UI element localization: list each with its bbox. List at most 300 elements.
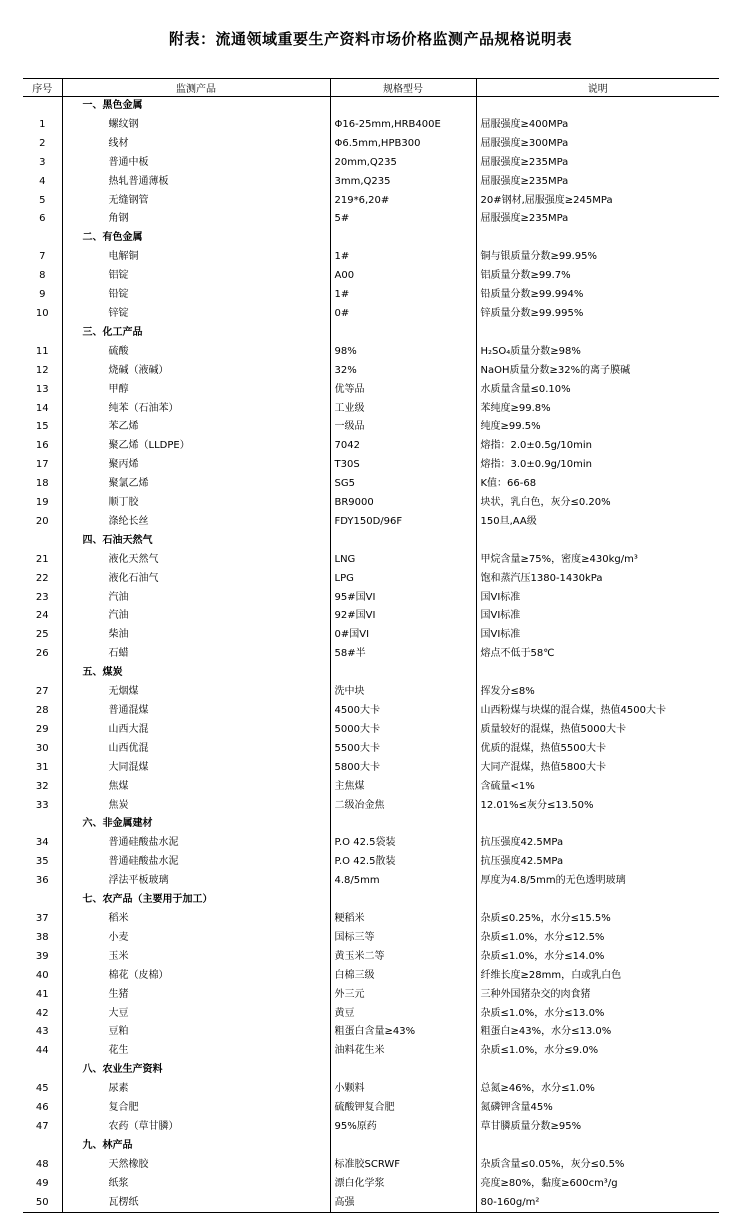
table-row [23, 778, 719, 797]
row-description: 水质量含量≤0.10% [476, 381, 719, 400]
row-index: 11 [35, 345, 49, 357]
row-index: 37 [35, 912, 49, 924]
row-product: 尿素 [62, 1080, 330, 1099]
row-index: 14 [35, 402, 49, 414]
table-row [23, 797, 719, 816]
row-spec: 洗中块 [330, 683, 476, 702]
row-index: 17 [35, 459, 49, 471]
category-index [23, 532, 62, 551]
row-product: 普通中板 [62, 154, 330, 173]
row-product: 铅锭 [62, 286, 330, 305]
row-description: 杂质含量≤0.05%，灰分≤0.5% [476, 1156, 719, 1175]
row-spec: 58#半 [330, 645, 476, 664]
table-row [23, 570, 719, 589]
row-description: 国VI标准 [476, 589, 719, 608]
row-index: 16 [35, 440, 49, 452]
row-spec: 粗蛋白含量≥43% [330, 1023, 476, 1042]
row-product: 螺纹钢 [62, 116, 330, 135]
row-spec: 92#国VI [330, 607, 476, 626]
row-product: 烧碱（液碱） [62, 362, 330, 381]
row-spec: A00 [330, 267, 476, 286]
row-description: 纤维长度≥28mm，白或乳白色 [476, 967, 719, 986]
row-product: 稻米 [62, 910, 330, 929]
row-index: 35 [35, 856, 49, 868]
row-product: 汽油 [62, 607, 330, 626]
row-product: 纸浆 [62, 1175, 330, 1194]
row-product: 豆粕 [62, 1023, 330, 1042]
table-row [23, 116, 719, 135]
row-description: 抗压强度42.5MPa [476, 834, 719, 853]
row-description: 大同产混煤，热值5800大卡 [476, 759, 719, 778]
row-index: 18 [35, 478, 49, 490]
table-row [23, 967, 719, 986]
table-row [23, 1080, 719, 1099]
row-index: 19 [35, 497, 49, 509]
table-row [23, 381, 719, 400]
row-description: 粗蛋白≥43%，水分≤13.0% [476, 1023, 719, 1042]
row-product: 山西大混 [62, 721, 330, 740]
category-index [23, 664, 62, 683]
row-index: 47 [35, 1120, 49, 1132]
row-description: 屈服强度≥235MPa [476, 173, 719, 192]
row-spec: 硫酸钾复合肥 [330, 1099, 476, 1118]
table-row [23, 910, 719, 929]
row-spec: 5800大卡 [330, 759, 476, 778]
row-spec: 98% [330, 343, 476, 362]
table-row [23, 305, 719, 324]
row-index: 36 [35, 875, 49, 887]
category-spacer [330, 891, 476, 910]
row-spec: 1# [330, 286, 476, 305]
category-spacer [330, 1061, 476, 1080]
row-index: 8 [39, 270, 46, 282]
category-spacer [330, 229, 476, 248]
category-spacer [476, 532, 719, 551]
row-spec: LNG [330, 551, 476, 570]
category-spacer [330, 815, 476, 834]
category-row [23, 229, 719, 248]
row-index: 48 [35, 1158, 49, 1170]
row-index: 31 [35, 761, 49, 773]
row-index: 44 [35, 1045, 49, 1057]
category-index [23, 1137, 62, 1156]
category-row [23, 1137, 719, 1156]
table-row [23, 551, 719, 570]
category-label: 三、化工产品 [62, 324, 330, 343]
row-spec: 219*6,20# [330, 192, 476, 211]
category-row [23, 97, 719, 116]
spec-table [23, 78, 719, 1213]
row-product: 普通混煤 [62, 702, 330, 721]
row-product: 焦炭 [62, 797, 330, 816]
row-spec: 5000大卡 [330, 721, 476, 740]
row-spec: SG5 [330, 475, 476, 494]
row-index: 39 [35, 950, 49, 962]
row-index: 9 [39, 289, 46, 301]
row-product: 汽油 [62, 589, 330, 608]
row-product: 复合肥 [62, 1099, 330, 1118]
category-spacer [330, 664, 476, 683]
header-spec: 规格型号 [330, 79, 476, 97]
row-spec: 主焦煤 [330, 778, 476, 797]
row-spec: 粳稻米 [330, 910, 476, 929]
table-row [23, 853, 719, 872]
row-spec: 95#国VI [330, 589, 476, 608]
table-row [23, 135, 719, 154]
row-product: 柴油 [62, 626, 330, 645]
table-row [23, 740, 719, 759]
category-spacer [330, 324, 476, 343]
row-index: 33 [35, 799, 49, 811]
row-index: 32 [35, 780, 49, 792]
row-product: 涤纶长丝 [62, 513, 330, 532]
category-row [23, 532, 719, 551]
row-description: NaOH质量分数≥32%的离子膜碱 [476, 362, 719, 381]
table-row [23, 683, 719, 702]
row-description: 熔指：3.0±0.9g/10min [476, 456, 719, 475]
table-row [23, 286, 719, 305]
category-label: 八、农业生产资料 [62, 1061, 330, 1080]
row-index: 4 [39, 175, 46, 187]
row-index: 34 [35, 837, 49, 849]
row-description: H₂SO₄质量分数≥98% [476, 343, 719, 362]
row-index: 3 [39, 156, 46, 168]
row-description: 优质的混煤，热值5500大卡 [476, 740, 719, 759]
row-spec: 0# [330, 305, 476, 324]
row-index: 26 [35, 648, 49, 660]
row-description: 甲烷含量≥75%，密度≥430kg/m³ [476, 551, 719, 570]
row-product: 石蜡 [62, 645, 330, 664]
row-spec: 3mm,Q235 [330, 173, 476, 192]
row-description: 12.01%≤灰分≤13.50% [476, 797, 719, 816]
row-spec: 0#国VI [330, 626, 476, 645]
table-row [23, 1118, 719, 1137]
table-row [23, 1156, 719, 1175]
row-product: 聚乙烯（LLDPE） [62, 437, 330, 456]
row-product: 热轧普通薄板 [62, 173, 330, 192]
row-index: 30 [35, 742, 49, 754]
table-row [23, 154, 719, 173]
row-description: 铝质量分数≥99.7% [476, 267, 719, 286]
table-row [23, 759, 719, 778]
category-label: 五、煤炭 [62, 664, 330, 683]
table-row [23, 400, 719, 419]
row-product: 大豆 [62, 1005, 330, 1024]
document-title: 附表：流通领域重要生产资料市场价格监测产品规格说明表 [168, 30, 572, 48]
header-product: 监测产品 [62, 79, 330, 97]
table-row [23, 456, 719, 475]
row-description: 屈服强度≥400MPa [476, 116, 719, 135]
header-index: 序号 [23, 79, 62, 97]
row-description: 亮度≥80%，黏度≥600cm³/g [476, 1175, 719, 1194]
row-description: 杂质≤1.0%，水分≤13.0% [476, 1005, 719, 1024]
category-spacer [330, 532, 476, 551]
row-product: 普通硅酸盐水泥 [62, 853, 330, 872]
row-product: 普通硅酸盐水泥 [62, 834, 330, 853]
row-spec: 工业级 [330, 400, 476, 419]
row-description: 含硫量<1% [476, 778, 719, 797]
table-row [23, 986, 719, 1005]
category-label: 二、有色金属 [62, 229, 330, 248]
row-description: 80-160g/m² [476, 1194, 719, 1213]
row-description: 铜与银质量分数≥99.95% [476, 248, 719, 267]
row-index: 45 [35, 1083, 49, 1095]
row-description: 块状，乳白色，灰分≤0.20% [476, 494, 719, 513]
row-description: 150旦,AA级 [476, 513, 719, 532]
row-description: 锌质量分数≥99.995% [476, 305, 719, 324]
row-spec: 漂白化学浆 [330, 1175, 476, 1194]
row-index: 23 [35, 591, 49, 603]
row-spec: 7042 [330, 437, 476, 456]
row-index: 24 [35, 610, 49, 622]
table-row [23, 626, 719, 645]
table-row [23, 494, 719, 513]
row-spec: Φ6.5mm,HPB300 [330, 135, 476, 154]
row-spec: LPG [330, 570, 476, 589]
row-spec: BR9000 [330, 494, 476, 513]
category-label: 六、非金属建材 [62, 815, 330, 834]
row-spec: T30S [330, 456, 476, 475]
table-row [23, 1194, 719, 1213]
category-index [23, 891, 62, 910]
table-row [23, 721, 719, 740]
row-description: 国VI标准 [476, 607, 719, 626]
row-product: 棉花（皮棉） [62, 967, 330, 986]
row-index: 7 [39, 251, 46, 263]
row-description: 苯纯度≥99.8% [476, 400, 719, 419]
row-index: 40 [35, 969, 49, 981]
category-spacer [476, 664, 719, 683]
row-index: 42 [35, 1007, 49, 1019]
row-spec: P.O 42.5散装 [330, 853, 476, 872]
row-index: 6 [39, 213, 46, 225]
row-product: 浮法平板玻璃 [62, 872, 330, 891]
row-index: 29 [35, 723, 49, 735]
table-row [23, 1099, 719, 1118]
table-row [23, 248, 719, 267]
row-index: 38 [35, 931, 49, 943]
row-product: 硫酸 [62, 343, 330, 362]
table-row [23, 834, 719, 853]
row-spec: FDY150D/96F [330, 513, 476, 532]
row-description: K值：66-68 [476, 475, 719, 494]
table-row [23, 210, 719, 229]
category-index [23, 324, 62, 343]
category-index [23, 815, 62, 834]
row-product: 玉米 [62, 948, 330, 967]
category-spacer [476, 1137, 719, 1156]
row-index: 27 [35, 686, 49, 698]
category-index [23, 97, 62, 116]
header-description: 说明 [476, 79, 719, 97]
row-product: 电解铜 [62, 248, 330, 267]
table-row [23, 1042, 719, 1061]
row-description: 熔点不低于58℃ [476, 645, 719, 664]
row-product: 生猪 [62, 986, 330, 1005]
row-product: 甲醇 [62, 381, 330, 400]
row-spec: 黄玉米二等 [330, 948, 476, 967]
category-spacer [476, 324, 719, 343]
row-spec: 外三元 [330, 986, 476, 1005]
row-spec: Φ16-25mm,HRB400E [330, 116, 476, 135]
row-spec: 标准胶SCRWF [330, 1156, 476, 1175]
row-index: 15 [35, 421, 49, 433]
category-index [23, 1061, 62, 1080]
category-spacer [476, 229, 719, 248]
row-product: 苯乙烯 [62, 418, 330, 437]
table-row [23, 589, 719, 608]
row-product: 花生 [62, 1042, 330, 1061]
row-description: 质量较好的混煤，热值5000大卡 [476, 721, 719, 740]
category-label: 九、林产品 [62, 1137, 330, 1156]
table-row [23, 1023, 719, 1042]
row-spec: 油料花生米 [330, 1042, 476, 1061]
row-spec: 1# [330, 248, 476, 267]
row-description: 饱和蒸汽压1380-1430kPa [476, 570, 719, 589]
row-index: 12 [35, 364, 49, 376]
row-product: 瓦楞纸 [62, 1194, 330, 1213]
row-product: 铝锭 [62, 267, 330, 286]
row-spec: 20mm,Q235 [330, 154, 476, 173]
row-product: 聚氯乙烯 [62, 475, 330, 494]
category-row [23, 891, 719, 910]
row-description: 杂质≤1.0%，水分≤14.0% [476, 948, 719, 967]
row-spec: 95%原药 [330, 1118, 476, 1137]
row-description: 杂质≤1.0%，水分≤12.5% [476, 929, 719, 948]
category-label: 一、黑色金属 [62, 97, 330, 116]
table-row [23, 418, 719, 437]
row-description: 厚度为4.8/5mm的无色透明玻璃 [476, 872, 719, 891]
row-spec: P.O 42.5袋装 [330, 834, 476, 853]
row-product: 小麦 [62, 929, 330, 948]
row-spec: 二级冶金焦 [330, 797, 476, 816]
row-product: 天然橡胶 [62, 1156, 330, 1175]
row-description: 20#钢材,屈服强度≥245MPa [476, 192, 719, 211]
category-spacer [476, 1061, 719, 1080]
row-spec: 小颗料 [330, 1080, 476, 1099]
row-index: 46 [35, 1102, 49, 1114]
row-description: 挥发分≤8% [476, 683, 719, 702]
category-index [23, 229, 62, 248]
row-spec: 5500大卡 [330, 740, 476, 759]
row-description: 熔指：2.0±0.5g/10min [476, 437, 719, 456]
row-description: 杂质≤0.25%，水分≤15.5% [476, 910, 719, 929]
row-index: 20 [35, 515, 49, 527]
row-description: 屈服强度≥235MPa [476, 154, 719, 173]
row-description: 山西粉煤与块煤的混合煤，热值4500大卡 [476, 702, 719, 721]
category-row [23, 1061, 719, 1080]
row-description: 草甘膦质量分数≥95% [476, 1118, 719, 1137]
row-index: 5 [39, 194, 46, 206]
row-index: 2 [39, 137, 46, 149]
row-product: 液化天然气 [62, 551, 330, 570]
row-product: 聚丙烯 [62, 456, 330, 475]
table-header-row [23, 79, 719, 97]
table-row [23, 607, 719, 626]
table-row [23, 362, 719, 381]
table-row [23, 173, 719, 192]
row-product: 纯苯（石油苯） [62, 400, 330, 419]
category-spacer [330, 1137, 476, 1156]
table-row [23, 1175, 719, 1194]
row-description: 屈服强度≥235MPa [476, 210, 719, 229]
table-row [23, 1005, 719, 1024]
row-description: 杂质≤1.0%，水分≤9.0% [476, 1042, 719, 1061]
category-spacer [476, 97, 719, 116]
row-index: 50 [23, 1194, 62, 1213]
row-spec: 黄豆 [330, 1005, 476, 1024]
row-product: 锌锭 [62, 305, 330, 324]
row-description: 抗压强度42.5MPa [476, 853, 719, 872]
table-row [23, 929, 719, 948]
table-row [23, 702, 719, 721]
table-row [23, 948, 719, 967]
row-index: 25 [35, 629, 49, 641]
row-description: 总氮≥46%，水分≤1.0% [476, 1080, 719, 1099]
row-spec: 优等品 [330, 381, 476, 400]
row-index: 21 [35, 553, 49, 565]
category-label: 四、石油天然气 [62, 532, 330, 551]
category-row [23, 664, 719, 683]
row-product: 无烟煤 [62, 683, 330, 702]
category-row [23, 815, 719, 834]
row-spec: 32% [330, 362, 476, 381]
row-product: 角钢 [62, 210, 330, 229]
category-row [23, 324, 719, 343]
row-index: 43 [35, 1026, 49, 1038]
row-spec: 5# [330, 210, 476, 229]
row-index: 13 [35, 383, 49, 395]
row-product: 焦煤 [62, 778, 330, 797]
row-product: 液化石油气 [62, 570, 330, 589]
table-row [23, 513, 719, 532]
row-product: 无缝钢管 [62, 192, 330, 211]
row-description: 国VI标准 [476, 626, 719, 645]
row-product: 线材 [62, 135, 330, 154]
table-row [23, 192, 719, 211]
table-row [23, 645, 719, 664]
row-spec: 国标三等 [330, 929, 476, 948]
row-spec: 4500大卡 [330, 702, 476, 721]
row-spec: 白棉三级 [330, 967, 476, 986]
row-description: 屈服强度≥300MPa [476, 135, 719, 154]
row-description: 纯度≥99.5% [476, 418, 719, 437]
category-label: 七、农产品（主要用于加工） [62, 891, 330, 910]
row-spec: 高强 [330, 1194, 476, 1213]
row-index: 41 [35, 988, 49, 1000]
row-index: 28 [35, 705, 49, 716]
row-index: 22 [35, 572, 49, 584]
category-spacer [476, 891, 719, 910]
table-body [23, 97, 719, 1213]
row-spec: 一级品 [330, 418, 476, 437]
table-row [23, 267, 719, 286]
row-product: 顺丁胶 [62, 494, 330, 513]
table-row [23, 343, 719, 362]
row-product: 农药（草甘膦） [62, 1118, 330, 1137]
row-product: 山西优混 [62, 740, 330, 759]
row-description: 铅质量分数≥99.994% [476, 286, 719, 305]
table-row [23, 475, 719, 494]
row-spec: 4.8/5mm [330, 872, 476, 891]
row-index: 10 [35, 307, 49, 319]
row-index: 49 [35, 1177, 49, 1189]
row-description: 三种外国猪杂交的肉食猪 [476, 986, 719, 1005]
row-index: 1 [39, 118, 46, 130]
category-spacer [476, 815, 719, 834]
table-row [23, 872, 719, 891]
row-product: 大同混煤 [62, 759, 330, 778]
